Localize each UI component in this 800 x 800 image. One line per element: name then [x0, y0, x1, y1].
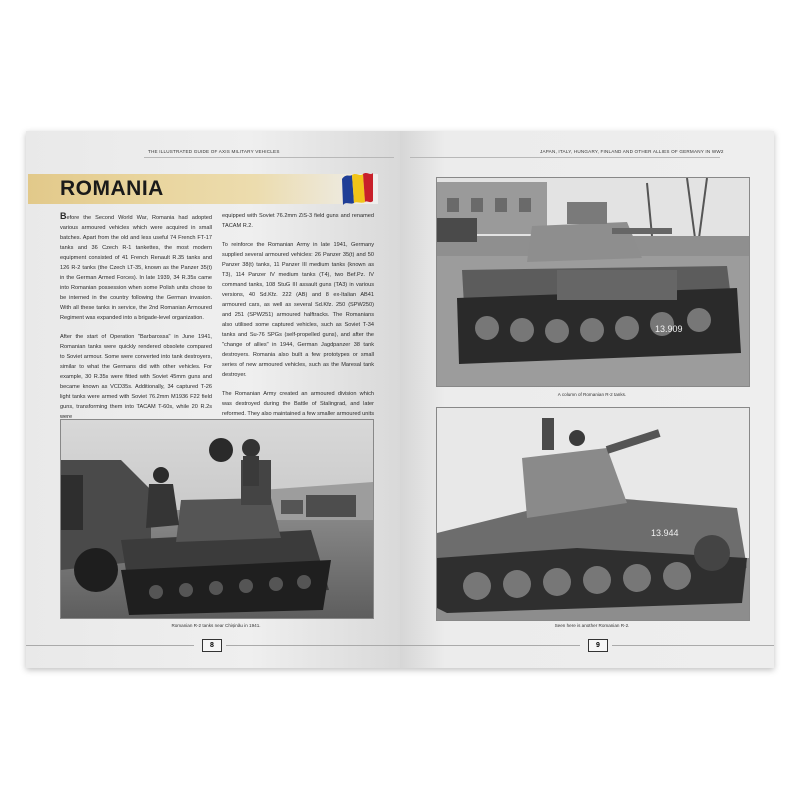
photo-caption: Seen here is another Romanian R-2.: [554, 623, 630, 628]
text-column-1: [60, 211, 212, 431]
folio-rule: [612, 645, 774, 646]
paragraph: After the start of Operation "Barbarossa" in June 1941, Romanian tanks were quickly rendered obsolete compared to Soviet armour. Some were converted into tank destroyers, similar to what the Germans did with other vehicles. For example, 30 R.35s were fitted with Soviet 45mm guns and became known as VCD35s. Additionally, 34 captured T-26 light tanks were armed with Soviet 76.2mm M1936 F22 field guns, transforming them into TACAM T-60s, while 20 R.2s were: [60, 334, 212, 420]
photo-another-r2: [436, 407, 750, 621]
paragraph: Before the Second World War, Romania had adopted various armoured vehicles which were acquired in small batches. Apart from the old and less useful 74 French FT-17 tanks and 36 Czech R-1 tankettes, the most modern equipment consisted of 41 French Renault R.35 tanks and 126 R-2 tanks (the Czech LT-35, known as the Panzer 35(t) in the German Armed Forces). In late 1939, 34 R.35s came into Romanian possession when some Polish units chose to be interned in the country following the German invasion. With all these tanks in service, the 2nd Romanian Armoured Regiment was expanded into a brigade-level organization.: [60, 211, 212, 321]
running-head: JAPAN, ITALY, HUNGARY, FINLAND AND OTHER ALLIES OF GERMANY IN WW2: [540, 149, 724, 154]
folio-rule: [26, 645, 194, 646]
photo-tanks-near-chisinau: [60, 419, 374, 619]
running-rule: [410, 157, 720, 158]
text-column-2: [222, 211, 374, 438]
chapter-banner: [28, 174, 378, 204]
photo-caption: Romanian R-2 tanks near Chișinău in 1941.: [171, 623, 261, 628]
photo-column-of-r2-tanks: [436, 177, 750, 387]
folio-rule: [226, 645, 400, 646]
page-number: 8: [202, 639, 222, 652]
romanian-flag-icon: [340, 171, 374, 207]
running-rule: [144, 157, 394, 158]
drop-cap: B: [60, 211, 67, 221]
paragraph: The Romanian Army created an armoured division which was destroyed during the Battle of Stalingrad, and later reformed. They also maintained a few smaller armoured units: [222, 391, 374, 417]
folio-rule: [400, 645, 580, 646]
paragraph: To reinforce the Romanian Army in late 1941, Germany supplied several armoured vehicles: 26 Panzer 35(t) and 50 Panzer 38(t) tanks, 11 Panzer III medium tanks (known as T3), 114 Panzer IV medium tanks (T4), two Bef.Pz. IV command tanks, 108 StuG III assault guns (TA3) in various versions, 40 Sd.Kfz. 222 (AB) and 8 ex-Italian AB41 armoured cars, as well as several Sd.Kfz. 250 (SPW250) and 251 (SPW251) armoured halftracks. The Romanians also utilised some captured vehicles, such as Soviet T-34 tanks and Su-76 SPGs (self-propelled guns), and after the "change of allies" in 1944, German Jagdpanzer 38 tank destroyers. Romania also built a few prototypes or small series of new armoured vehicles, such as the Maresal tank destroyer.: [222, 242, 374, 378]
chapter-title: ROMANIA: [60, 177, 164, 200]
tank-marking: 13.909: [655, 324, 683, 334]
page-number: 9: [588, 639, 608, 652]
photo-caption: A column of Romanian R-2 tanks.: [557, 392, 627, 397]
paragraph: equipped with Soviet 76.2mm ZiS-3 field guns and renamed TACAM R.2.: [222, 213, 374, 229]
tank-marking: 13.944: [651, 528, 679, 538]
magazine-spread: [26, 131, 774, 668]
running-head: THE ILLUSTRATED GUIDE OF AXIS MILITARY VEHICLES: [148, 149, 280, 154]
left-page: [26, 131, 400, 668]
right-page: [400, 131, 774, 668]
